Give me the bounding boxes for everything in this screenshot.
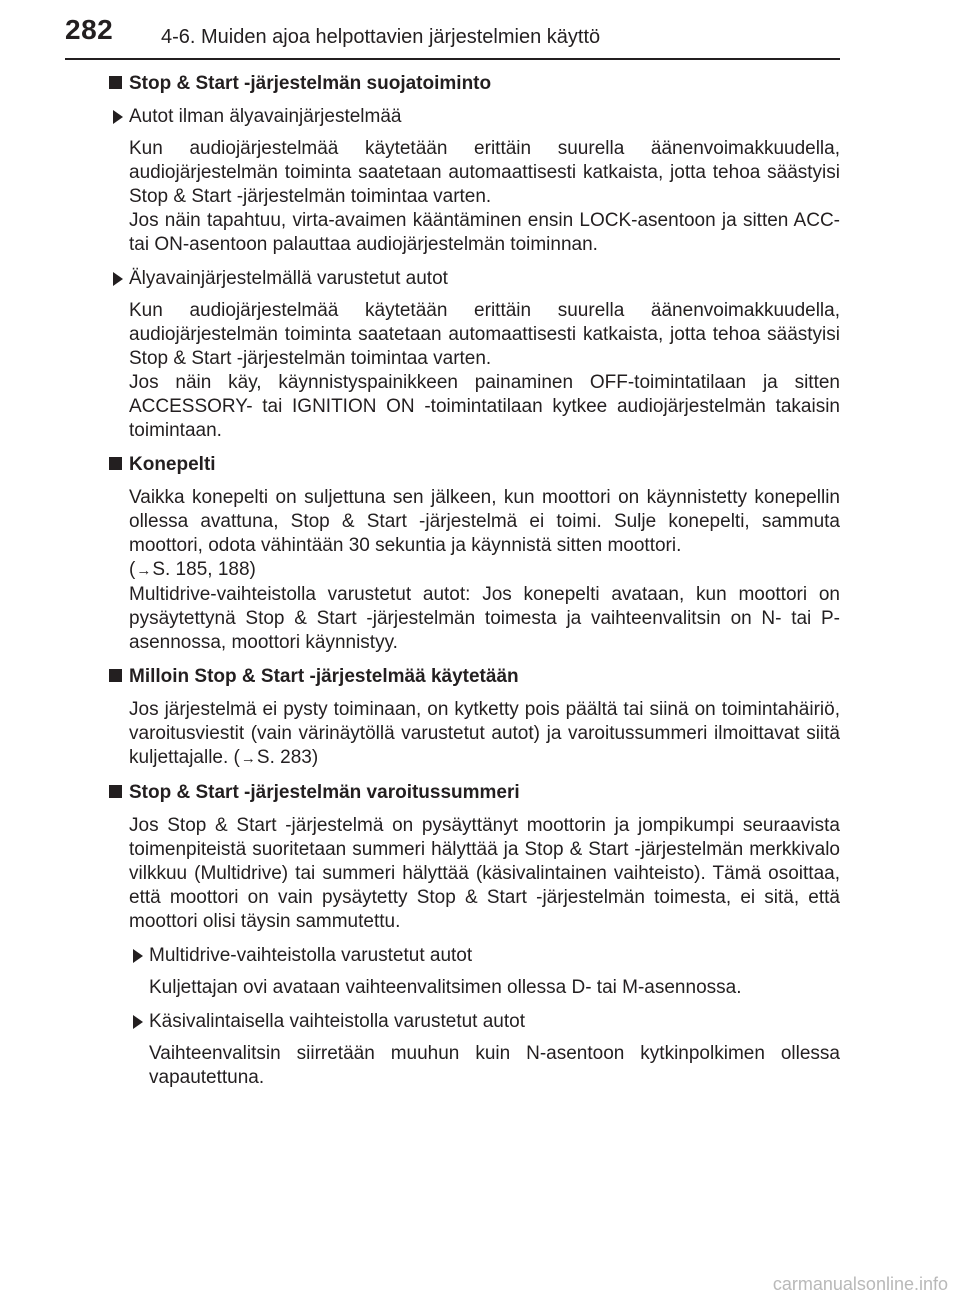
paragraph: Multidrive-vaihteistolla varustetut autot: Jos konepelti avataan, kun moottori on pysäytettynä Stop & Start -järjestelmän toimesta ja vaihteenvalitsin on N- tai P-asennossa, moottori käynnistyy. [129,584,840,653]
page-number: 282 [65,14,114,45]
watermark: carmanualsonline.info [772,1274,948,1294]
triangle-bullet-icon [133,949,143,963]
paragraph: Vaikka konepelti on suljettuna sen jälkeen, kun moottori on käynnistetty konepellin ollessa avattuna, Stop & Start -järjestelmä ei toimi. Sulje konepelti, sammuta moottori, odota vähintään 30 sekuntia ja käynnistä sitten moottori. [129,487,840,556]
section-heading-text: Konepelti [129,454,216,475]
subheading-smart-key [107,267,840,291]
square-bullet-icon [109,785,122,798]
section-heading-when [107,665,840,689]
paragraph: Jos näin tapahtuu, virta-avaimen kääntäminen ensin LOCK-asentoon ja sitten ACC- tai ON-asentoon palauttaa audiojärjestelmän toiminnan. [129,210,840,255]
square-bullet-icon [109,76,122,89]
page-content [107,68,840,1100]
square-bullet-icon [109,457,122,470]
triangle-bullet-icon [133,1015,143,1029]
paragraph: Kuljettajan ovi avataan vaihteenvalitsimen ollessa D- tai M-asennossa. [149,977,742,998]
section-heading-hood [107,453,840,477]
section-heading-protect [107,72,840,96]
arrow-right-icon: → [240,750,256,767]
body-buzzer [107,814,840,934]
subheading-text: Multidrive-vaihteistolla varustetut autot [149,945,473,966]
paragraph: Jos Stop & Start -järjestelmä on pysäyttänyt moottorin ja jompikumpi seuraavista toimenpiteistä suoritetaan summeri hälyttää ja Stop & Start -järjestelmän merkkivalo vilkkuu (Multidrive) tai summeri hälyttää (käsivalintainen vaihteisto). Tämä osoittaa, että moottori on vain pysäytetty Stop & Start -järjestelmän toimesta, ei sitä, että moottori olisi täysin sammutettu. [129,815,840,932]
body-when [107,698,840,771]
paragraph: Vaihteenvalitsin siirretään muuhun kuin N-asentoon kytkinpolkimen ollessa vapautettuna. [149,1043,840,1088]
subheading-multidrive [127,944,840,968]
subheading-manual [127,1010,840,1034]
subheading-text: Autot ilman älyavainjärjestelmää [129,106,402,127]
subheading-text: Käsivalintaisella vaihteistolla varustetut autot [149,1011,525,1032]
square-bullet-icon [109,669,122,682]
body-multidrive [107,976,840,1000]
triangle-bullet-icon [113,110,123,124]
paragraph: Kun audiojärjestelmää käytetään erittäin suurella äänenvoimakkuudella, audiojärjestelmän toiminta saatetaan automaattisesti katkaista, jotta tehoa säästyisi Stop & Start -järjestelmän toimintaa varten. [129,300,840,369]
triangle-bullet-icon [113,272,123,286]
body-hood [107,486,840,655]
paragraph: Jos järjestelmä ei pysty toiminaan, on kytketty pois päältä tai siinä on toimintahäiriö, varoitusviestit (vain värinäytöllä varustetut autot) ja varoitussummeri ilmoittavat siitä kuljettajalle. (→S. 283) [129,698,840,771]
subheading-text: Älyavainjärjestelmällä varustetut autot [129,268,448,289]
header-rule [65,58,840,60]
paragraph: Jos näin käy, käynnistyspainikkeen painaminen OFF-toimintatilaan ja sitten ACCESSORY- tai IGNITION ON -toimintatilaan kytkee audiojärjestelmän takaisin toimintaan. [129,372,840,441]
paragraph: Kun audiojärjestelmää käytetään erittäin suurella äänenvoimakkuudella, audiojärjestelmän toiminta saatetaan automaattisesti katkaista, jotta tehoa säästyisi Stop & Start -järjestelmän toimintaa varten. [129,138,840,207]
section-heading-text: Stop & Start -järjestelmän suojatoiminto [129,73,492,94]
section-heading-buzzer [107,781,840,805]
section-heading-text: Milloin Stop & Start -järjestelmää käytetään [129,666,519,687]
body-smart-key [107,299,840,443]
arrow-right-icon: → [136,562,152,579]
page-header [0,0,960,66]
body-manual [107,1042,840,1090]
chapter-title: 4-6. Muiden ajoa helpottavien järjestelmien käyttö [161,26,601,48]
subheading-no-smart-key [107,105,840,129]
page-reference: (→S. 185, 188) [129,558,840,583]
section-heading-text: Stop & Start -järjestelmän varoitussummeri [129,782,520,803]
body-no-smart-key [107,137,840,257]
